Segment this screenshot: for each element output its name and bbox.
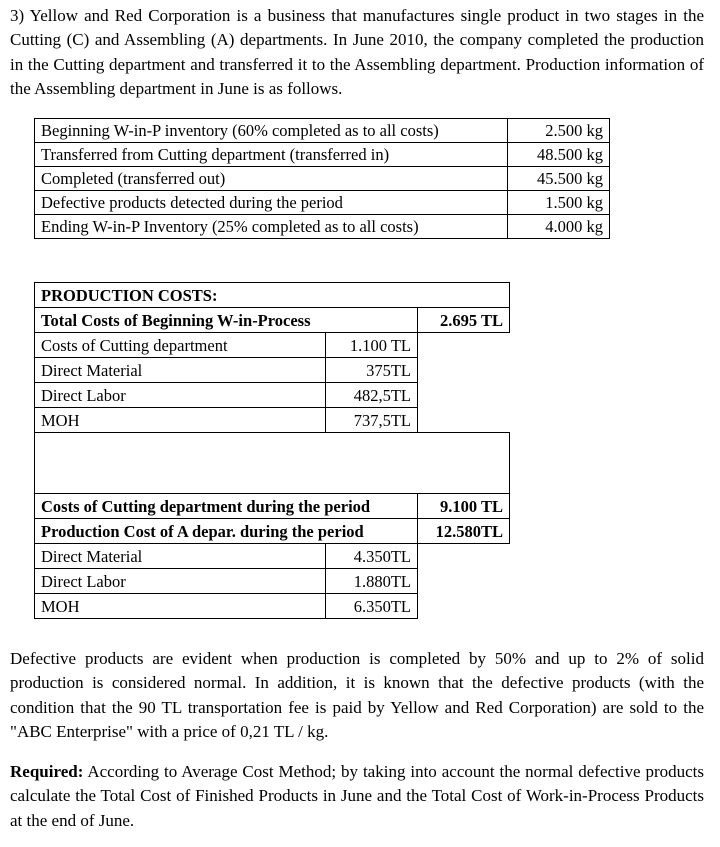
row-label: Direct Labor	[35, 383, 326, 408]
row-label: Beginning W-in-P inventory (60% completed as to all costs)	[35, 119, 508, 143]
cutting-period-label: Costs of Cutting department during the period	[35, 494, 418, 519]
table-row	[35, 143, 610, 167]
table-row	[35, 283, 510, 308]
a-period-total: 12.580TL	[418, 519, 510, 544]
required-paragraph	[10, 760, 704, 833]
table-row	[35, 167, 610, 191]
table-row	[35, 333, 510, 358]
row-label: MOH	[35, 594, 326, 619]
row-value: 48.500 kg	[508, 143, 610, 167]
row-value: 2.500 kg	[508, 119, 610, 143]
row-label: Defective products detected during the period	[35, 191, 508, 215]
table-row	[35, 408, 510, 433]
row-label: Direct Material	[35, 358, 326, 383]
row-value: 482,5TL	[326, 383, 418, 408]
row-value: 1.880TL	[326, 569, 418, 594]
row-label: Transferred from Cutting department (transferred in)	[35, 143, 508, 167]
required-label: Required:	[10, 762, 84, 781]
row-value: 4.350TL	[326, 544, 418, 569]
production-costs-table	[34, 282, 510, 619]
table-row	[35, 308, 510, 333]
note-paragraph: Defective products are evident when production is completed by 50% and up to 2% of solid production is considered normal. In addition, it is known that the defective products (with the condition that the 90 TL transportation fee is paid by Yellow and Red Corporation) are sold to the "ABC Enterprise" with a price of 0,21 TL / kg.	[10, 649, 704, 741]
row-value: 1.100 TL	[326, 333, 418, 358]
table-row	[35, 383, 510, 408]
production-info-table	[34, 118, 610, 239]
table-row	[35, 433, 510, 494]
table-row	[35, 544, 510, 569]
row-label: Completed (transferred out)	[35, 167, 508, 191]
row-label: Ending W-in-P Inventory (25% completed as to all costs)	[35, 215, 508, 239]
row-value: 6.350TL	[326, 594, 418, 619]
table-row	[35, 494, 510, 519]
row-value: 1.500 kg	[508, 191, 610, 215]
table-row	[35, 594, 510, 619]
beginning-label: Total Costs of Beginning W-in-Process	[35, 308, 418, 333]
a-period-label: Production Cost of A depar. during the period	[35, 519, 418, 544]
table-row	[35, 358, 510, 383]
row-value: 375TL	[326, 358, 418, 383]
intro-paragraph: 3) Yellow and Red Corporation is a business that manufactures single product in two stages in the Cutting (C) and Assembling (A) departments. In June 2010, the company completed the production in the Cutting department and transferred it to the Assembling department. Production information of the Assembling department in June is as follows.	[10, 6, 704, 98]
row-value: 45.500 kg	[508, 167, 610, 191]
required-text: According to Average Cost Method; by taking into account the normal defective products calculate the Total Cost of Finished Products in June and the Total Cost of Work-in-Process Products at the end of June.	[10, 762, 704, 830]
table-row	[35, 569, 510, 594]
row-label: Direct Material	[35, 544, 326, 569]
row-label: Direct Labor	[35, 569, 326, 594]
table-row	[35, 191, 610, 215]
row-value: 737,5TL	[326, 408, 418, 433]
row-label: MOH	[35, 408, 326, 433]
table-row	[35, 215, 610, 239]
row-label: Costs of Cutting department	[35, 333, 326, 358]
table-row	[35, 119, 610, 143]
beginning-total: 2.695 TL	[418, 308, 510, 333]
table-row	[35, 519, 510, 544]
row-value: 4.000 kg	[508, 215, 610, 239]
costs-header: PRODUCTION COSTS:	[35, 283, 510, 308]
cutting-period-total: 9.100 TL	[418, 494, 510, 519]
